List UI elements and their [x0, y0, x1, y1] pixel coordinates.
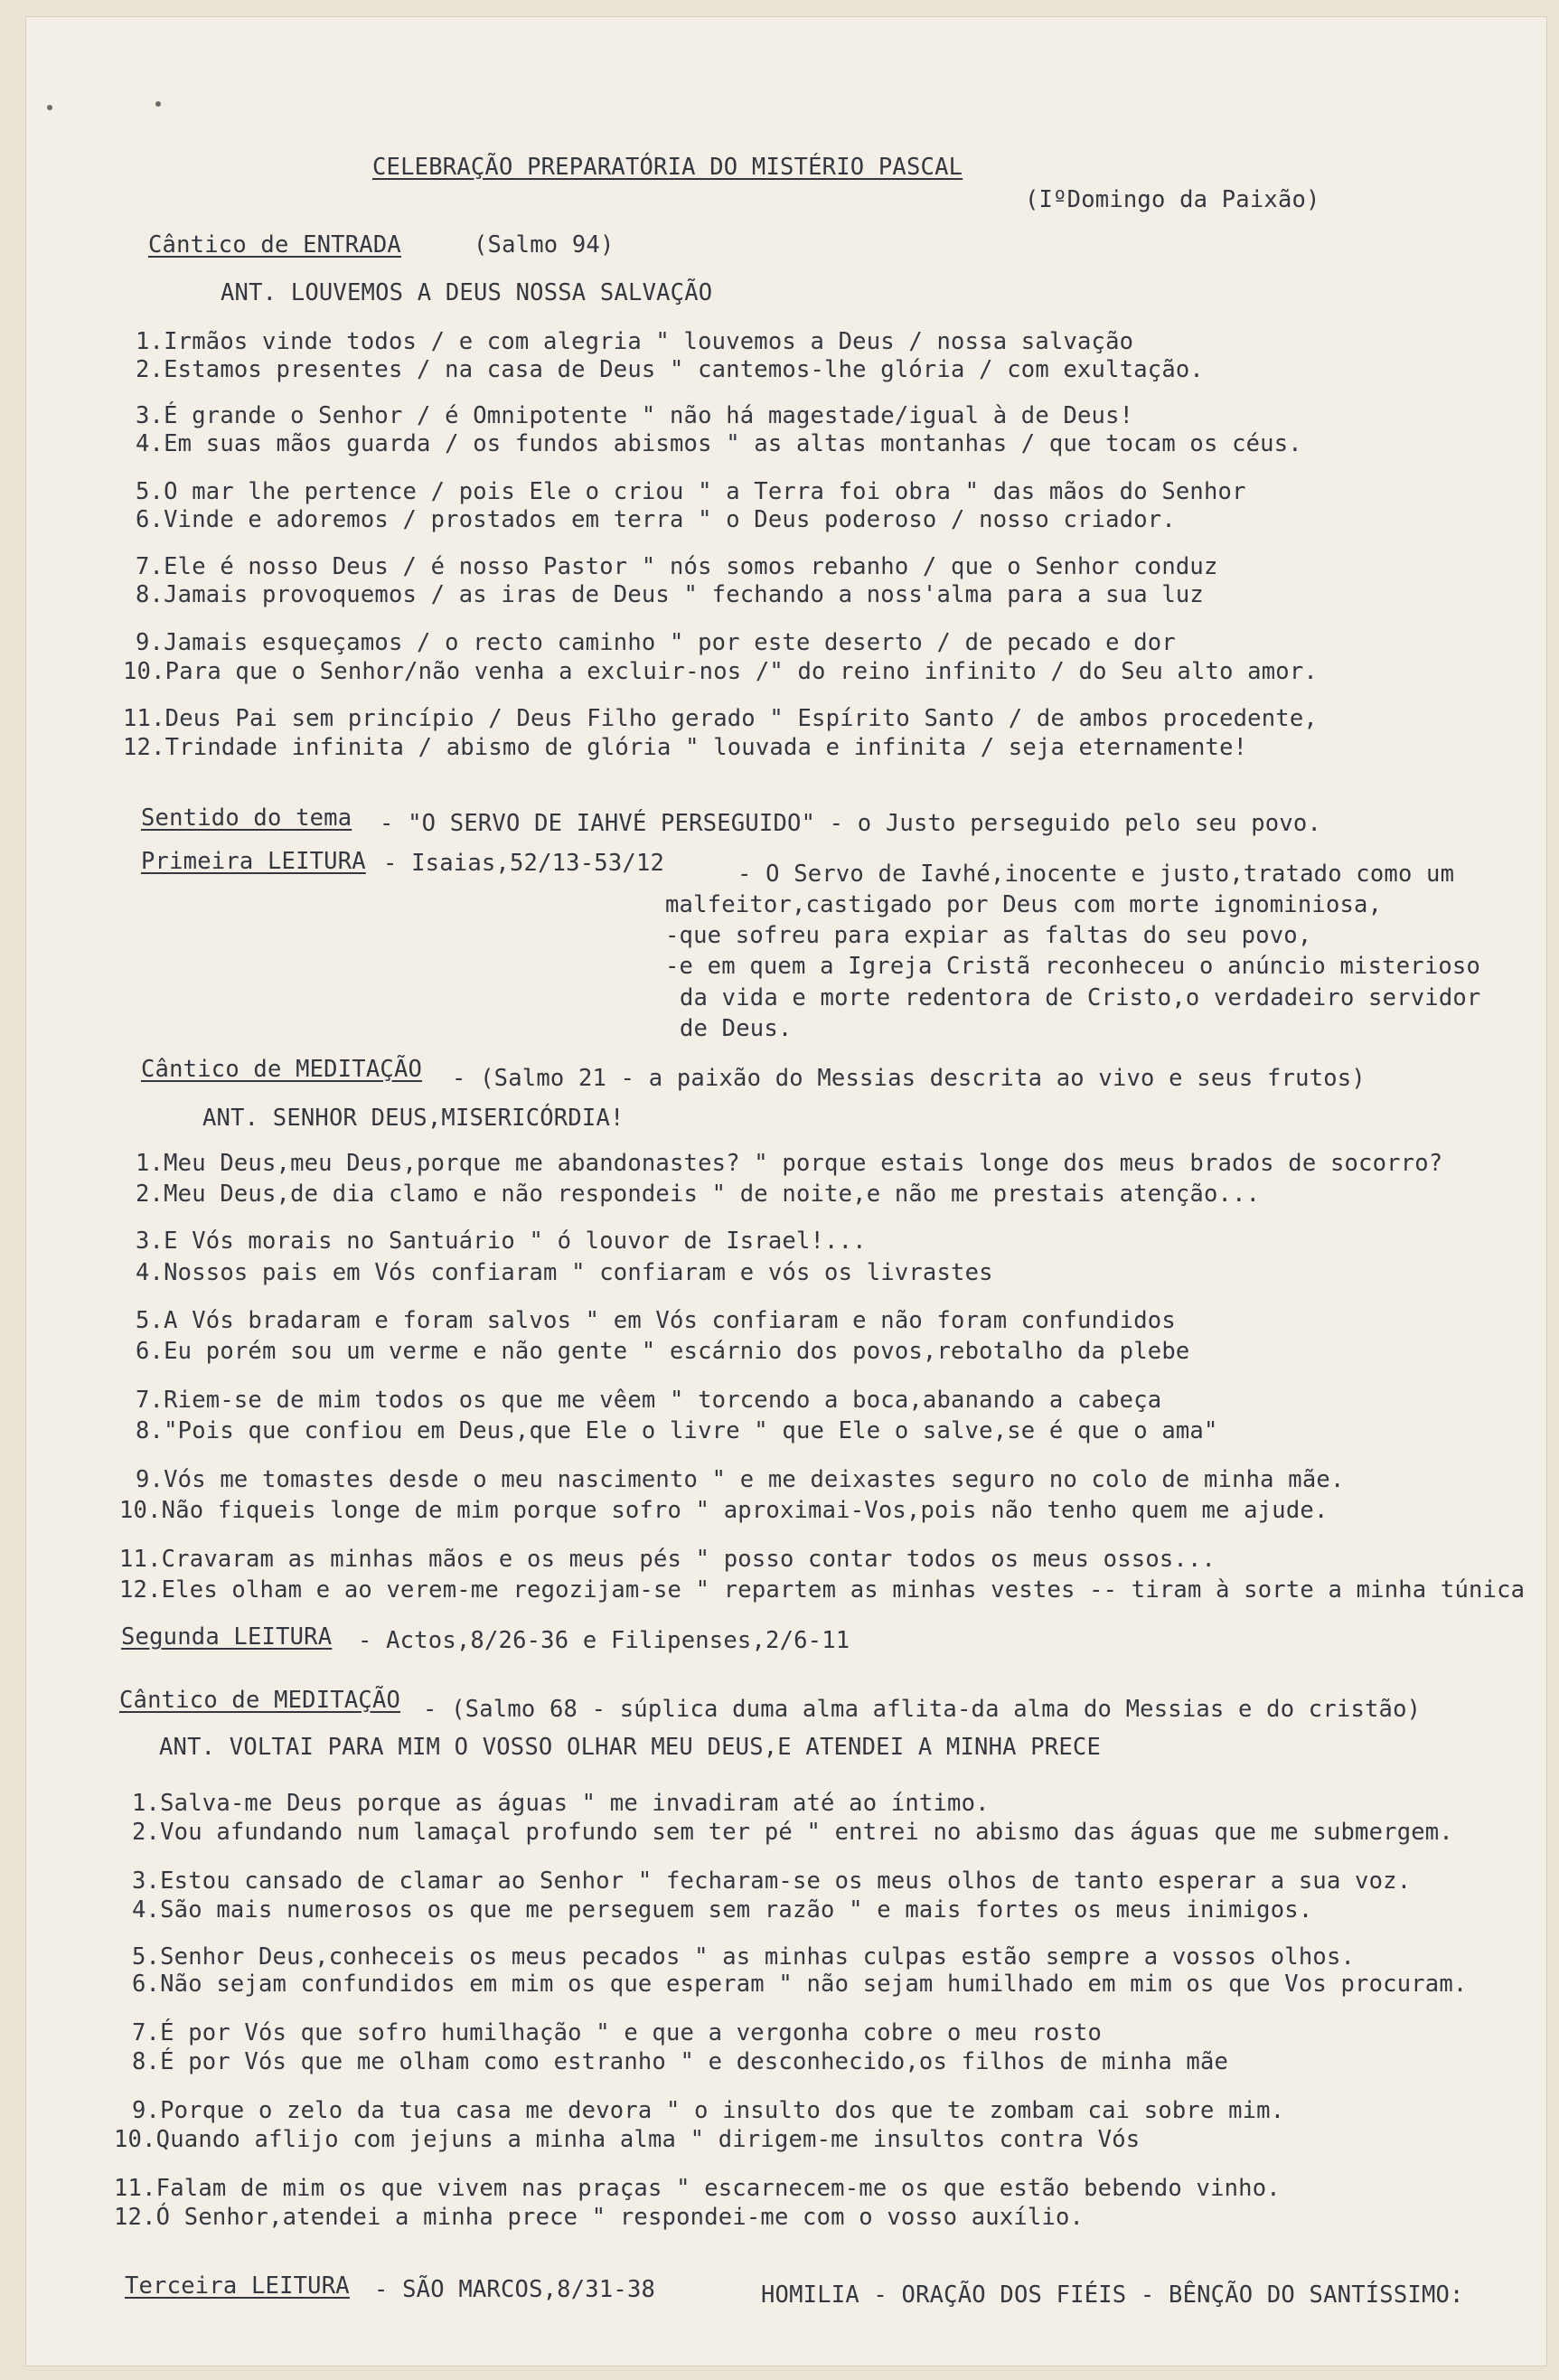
entrada-label: Cântico de ENTRADA — [148, 231, 401, 259]
verse-line: 10.Para que o Senhor/não venha a excluir-nos /" do reino infinito / do Seu alto amor. — [123, 658, 1318, 685]
paper-speck — [47, 105, 52, 110]
verse-line: 11.Falam de mim os que vivem nas praças " escarnecem-me os que estão bebendo vinho. — [114, 2175, 1281, 2202]
verse-line: 6.Vinde e adoremos / prostados em terra " o Deus poderoso / nosso criador. — [136, 506, 1176, 533]
verse-line: 12.Ó Senhor,atendei a minha prece " respondei-me com o vosso auxílio. — [114, 2204, 1085, 2231]
verse-line: 1.Irmãos vinde todos / e com alegria " louvemos a Deus / nossa salvação — [136, 328, 1134, 355]
verse-line: 3.E Vós morais no Santuário " ó louvor de Israel!... — [136, 1228, 867, 1255]
verse-line: 9.Porque o zelo da tua casa me devora " o insulto dos que te zombam cai sobre mim. — [132, 2097, 1285, 2124]
verse-line: 7.É por Vós que sofro humilhação " e que a vergonha cobre o meu rosto — [132, 2019, 1103, 2046]
verse-line: 6.Não sejam confundidos em mim os que esperam " não sejam humilhado em mim os que Vos procuram. — [132, 1971, 1468, 1998]
meditacao1-antiphon: ANT. SENHOR DEUS,MISERICÓRDIA! — [202, 1105, 625, 1132]
meditacao1-label: Cântico de MEDITAÇÃO — [141, 1056, 423, 1083]
verse-line: 3.É grande o Senhor / é Omnipotente " não há magestade/igual à de Deus! — [136, 402, 1134, 429]
verse-line: 8.É por Vós que me olham como estranho " e desconhecido,os filhos de minha mãe — [132, 2048, 1229, 2075]
meditacao1-psalm: - (Salmo 21 - a paixão do Messias descrita ao vivo e seus frutos) — [452, 1065, 1366, 1092]
segunda-ref: - Actos,8/26-36 e Filipenses,2/6-11 — [358, 1627, 850, 1654]
verse-line: 12.Trindade infinita / abismo de glória " louvada e infinita / seja eternamente! — [123, 734, 1248, 761]
verse-line: 1.Salva-me Deus porque as águas " me invadiram até ao íntimo. — [132, 1790, 990, 1817]
verse-line: 2.Estamos presentes / na casa de Deus " cantemos-lhe glória / com exultação. — [136, 356, 1204, 383]
entrada-antiphon: ANT. LOUVEMOS A DEUS NOSSA SALVAÇÃO — [221, 279, 713, 306]
meditacao2-psalm: - (Salmo 68 - súplica duma alma aflita-da alma do Messias e do cristão) — [423, 1696, 1422, 1723]
verse-line: 6.Eu porém sou um verme e não gente " escárnio dos povos,rebotalho da plebe — [136, 1338, 1190, 1365]
sentido-label: Sentido do tema — [141, 804, 352, 832]
terceira-label: Terceira LEITURA — [125, 2272, 350, 2300]
verse-line: 5.A Vós bradaram e foram salvos " em Vós confiaram e não foram confundidos — [136, 1307, 1176, 1334]
sentido-text: - "O SERVO DE IAHVÉ PERSEGUIDO" - o Justo perseguido pelo seu povo. — [380, 810, 1322, 837]
verse-line: 11.Deus Pai sem princípio / Deus Filho gerado " Espírito Santo / de ambos procedente, — [123, 705, 1318, 732]
verse-line: 8.Jamais provoquemos / as iras de Deus " fechando a noss'alma para a sua luz — [136, 581, 1204, 608]
terceira-ref: - SÃO MARCOS,8/31-38 — [374, 2276, 656, 2303]
primeira-ref: - Isaias,52/13-53/12 — [383, 850, 665, 877]
meditacao2-antiphon: ANT. VOLTAI PARA MIM O VOSSO OLHAR MEU DEUS,E ATENDEI A MINHA PRECE — [159, 1734, 1102, 1761]
verse-line: 10.Não fiqueis longe de mim porque sofro " aproximai-Vos,pois não tenho quem me ajude. — [119, 1497, 1329, 1524]
verse-line: 3.Estou cansado de clamar ao Senhor " fecharam-se os meus olhos de tanto esperar a sua voz. — [132, 1867, 1412, 1895]
verse-line: 2.Vou afundando num lamaçal profundo sem ter pé " entrei no abismo das águas que me submergem. — [132, 1819, 1453, 1846]
document-title: CELEBRAÇÃO PREPARATÓRIA DO MISTÉRIO PASCAL — [372, 154, 963, 181]
verse-line: 7.Riem-se de mim todos os que me vêem " torcendo a boca,abanando a cabeça — [136, 1387, 1162, 1414]
verse-line: 4.Em suas mãos guarda / os fundos abismos " as altas montanhas / que tocam os céus. — [136, 430, 1302, 457]
verse-line: 2.Meu Deus,de dia clamo e não respondeis " de noite,e não me prestais atenção... — [136, 1181, 1261, 1208]
verse-line: 5.Senhor Deus,conheceis os meus pecados " as minhas culpas estão sempre a vossos olhos. — [132, 1943, 1356, 1971]
document-subtitle: (IºDomingo da Paixão) — [1025, 186, 1320, 213]
closing-rites: HOMILIA - ORAÇÃO DOS FIÉIS - BÊNÇÃO DO SANTÍSSIMO: — [761, 2281, 1464, 2309]
reading-line: - O Servo de Iavhé,inocente e justo,tratado como um — [737, 861, 1455, 888]
primeira-label: Primeira LEITURA — [141, 848, 366, 875]
verse-line: 4.Nossos pais em Vós confiaram " confiaram e vós os livrastes — [136, 1259, 993, 1286]
verse-line: 8."Pois que confiou em Deus,que Ele o livre " que Ele o salve,se é que o ama" — [136, 1417, 1218, 1444]
verse-line: 9.Jamais esqueçamos / o recto caminho " por este deserto / de pecado e dor — [136, 629, 1176, 656]
reading-line: -e em quem a Igreja Cristã reconheceu o anúncio misterioso — [665, 953, 1481, 980]
verse-line: 11.Cravaram as minhas mãos e os meus pés " posso contar todos os meus ossos... — [119, 1546, 1216, 1573]
verse-line: 10.Quando aflijo com jejuns a minha alma " dirigem-me insultos contra Vós — [114, 2126, 1141, 2153]
reading-line: de Deus. — [680, 1015, 793, 1042]
entrada-psalm: (Salmo 94) — [474, 231, 615, 259]
reading-line: da vida e morte redentora de Cristo,o verdadeiro servidor — [680, 984, 1481, 1011]
reading-line: malfeitor,castigado por Deus com morte ignominiosa, — [665, 891, 1383, 918]
reading-line: -que sofreu para expiar as faltas do seu povo, — [665, 922, 1312, 949]
segunda-label: Segunda LEITURA — [121, 1623, 333, 1651]
verse-line: 9.Vós me tomastes desde o meu nascimento " e me deixastes seguro no colo de minha mãe. — [136, 1466, 1345, 1493]
paper-speck — [155, 101, 161, 107]
verse-line: 5.O mar lhe pertence / pois Ele o criou " a Terra foi obra " das mãos do Senhor — [136, 478, 1246, 505]
verse-line: 7.Ele é nosso Deus / é nosso Pastor " nós somos rebanho / que o Senhor conduz — [136, 553, 1218, 580]
verse-line: 1.Meu Deus,meu Deus,porque me abandonastes? " porque estais longe dos meus brados de socorro? — [136, 1150, 1443, 1177]
verse-line: 4.São mais numerosos os que me perseguem sem razão " e mais fortes os meus inimigos. — [132, 1896, 1313, 1924]
meditacao2-label: Cântico de MEDITAÇÃO — [119, 1687, 401, 1714]
verse-line: 12.Eles olham e ao verem-me regozijam-se " repartem as minhas vestes -- tiram à sorte a minha túnica — [119, 1576, 1526, 1604]
